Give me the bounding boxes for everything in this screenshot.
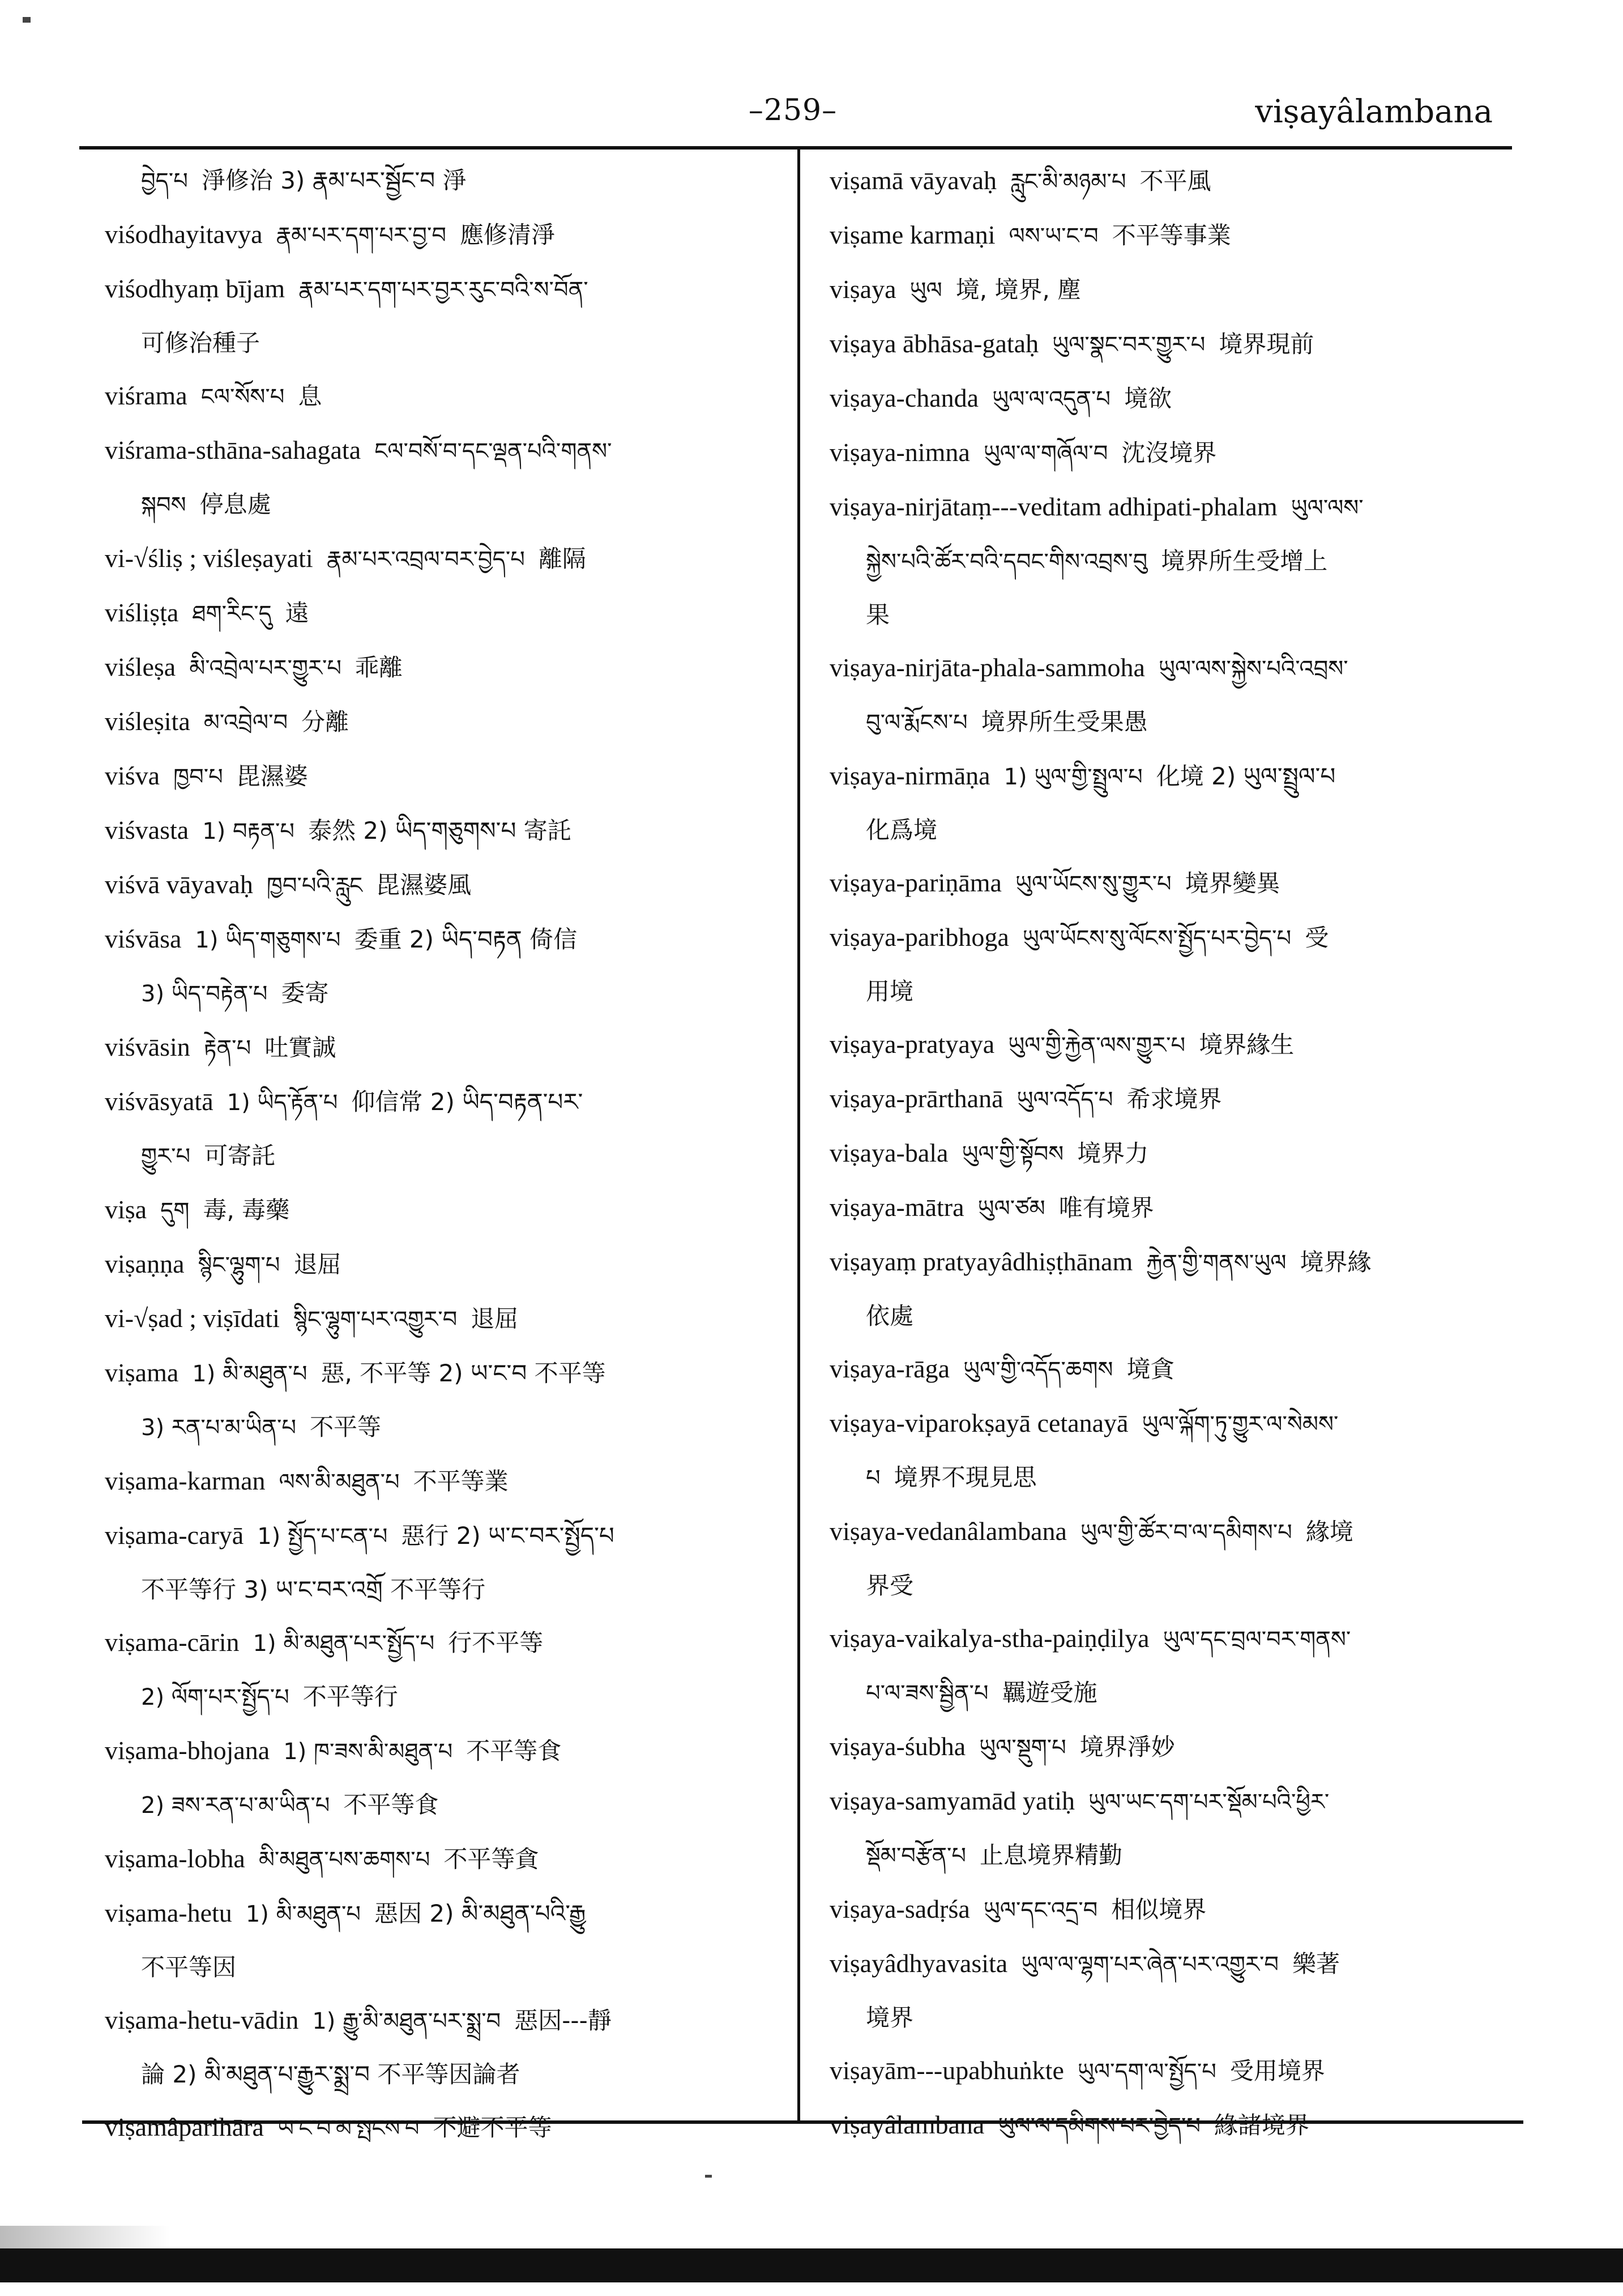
dictionary-entry (830, 263, 1501, 317)
tibetan-equivalent: 1) མི་མཐུན་པ (192, 1361, 307, 1387)
chinese-equivalent: 樂著 (1292, 1950, 1340, 1978)
tibetan-equivalent: རླུང་མི་མཉམ་པ (1010, 169, 1126, 195)
sanskrit-headword: viśvāsa (105, 924, 182, 953)
dictionary-entry (830, 1720, 1501, 1774)
scan-shadow (0, 2226, 170, 2248)
chinese-equivalent: 沈沒境界 (1121, 439, 1217, 467)
chinese-equivalent: 境界不現見思 (894, 1463, 1037, 1491)
sanskrit-headword: vi-√ṣad ; viṣīdati (105, 1304, 280, 1333)
chinese-equivalent: 不平等因 (141, 1953, 237, 1981)
sanskrit-headword: viṣayâdhyavasita (830, 1949, 1008, 1978)
chinese-equivalent: 緣諸境界 (1214, 2111, 1310, 2139)
tibetan-equivalent: སྡོམ་བརྩོན་པ (866, 1843, 967, 1869)
chinese-equivalent: 依處 (866, 1302, 914, 1330)
sanskrit-headword: viṣaya-nirjātaṃ---veditam adhipati-phalam (830, 492, 1278, 521)
sanskrit-headword: viṣaya-samyamād yatiḥ (830, 1786, 1075, 1815)
dictionary-entry (830, 1342, 1501, 1397)
entry-continuation (830, 1559, 1501, 1612)
sanskrit-headword: viṣayām---upabhuṅkte (830, 2056, 1064, 2085)
chinese-equivalent: 遠 (285, 599, 309, 627)
dictionary-entry (830, 641, 1501, 695)
sanskrit-headword: viṣaya-nimna (830, 438, 970, 467)
dictionary-entry (830, 1883, 1501, 1937)
chinese-equivalent: 淨修治 3) རྣམ་པར་སྦྱོང་བ 淨 (201, 167, 467, 194)
dictionary-entry (830, 911, 1501, 965)
tibetan-equivalent: ཡུལ་དག་ལ་སྤྱོད་པ (1077, 2059, 1216, 2085)
entry-continuation (830, 695, 1501, 749)
right-column (830, 154, 1501, 2139)
chinese-equivalent: 不平等貪 (443, 1845, 539, 1873)
dictionary-entry (105, 695, 779, 749)
tibetan-equivalent: ཡུལ་གྱི་ཚོར་བ་ལ་དམིགས་པ (1080, 1520, 1292, 1546)
tibetan-equivalent: 1) རྒྱུ་མི་མཐུན་པར་སྨྲ་བ (312, 2008, 501, 2034)
sanskrit-headword: vi-√śliṣ ; viśleṣayati (105, 544, 313, 573)
entry-continuation (830, 965, 1501, 1018)
tibetan-equivalent: སྙིང་ལྷུག་པར་འགྱུར་བ (293, 1307, 458, 1333)
sanskrit-headword: viśrama-sthāna-sahagata (105, 436, 361, 464)
tibetan-equivalent: རྣམ་པར་འབྲལ་བར་བྱེད་པ (326, 547, 525, 573)
sanskrit-headword: viṣama-caryā (105, 1521, 244, 1550)
chinese-equivalent: 羈遊受施 (1002, 1679, 1097, 1706)
chinese-equivalent: 可寄託 (204, 1142, 276, 1170)
chinese-equivalent: 離隔 (538, 545, 586, 573)
chinese-equivalent: 境界淨妙 (1079, 1733, 1175, 1761)
sanskrit-headword: viśva (105, 761, 160, 790)
top-rule (79, 146, 1512, 150)
tibetan-equivalent: དུག (160, 1198, 190, 1224)
chinese-equivalent: 吐實誠 (264, 1034, 336, 1061)
tibetan-equivalent: 2) ཟས་རན་པ་མ་ཡིན་པ (141, 1793, 330, 1819)
dictionary-entry (830, 1397, 1501, 1451)
entry-continuation (105, 1401, 779, 1454)
chinese-equivalent: 毘濕婆風 (376, 871, 472, 899)
tibetan-equivalent: ཡུལ་གྱི་རྐྱེན་ལས་གྱུར་པ (1008, 1032, 1186, 1059)
chinese-equivalent: 可修治種子 (141, 329, 260, 357)
dictionary-entry (830, 1072, 1501, 1126)
tibetan-equivalent: ཡུལ་གྱི་འདོད་ཆགས (963, 1357, 1113, 1383)
tibetan-equivalent: ཡུལ་ལ་དམིགས་པར་བྱེད་པ (998, 2113, 1201, 2139)
tibetan-equivalent: ཁྱབ་པའི་རླུང (266, 873, 363, 899)
sanskrit-headword: viṣaya (830, 275, 896, 304)
tibetan-equivalent: ཡུལ་དང་འདྲ་བ (983, 1897, 1098, 1923)
chinese-equivalent: 境, 境界, 塵 (955, 276, 1082, 304)
tibetan-equivalent: ཡུལ་ཙམ (977, 1196, 1045, 1222)
chinese-equivalent: 應修清淨 (459, 221, 555, 249)
dictionary-entry (830, 480, 1501, 535)
chinese-equivalent: 境界現前 (1219, 330, 1314, 358)
column-divider (797, 148, 800, 2120)
chinese-equivalent: 化爲境 (866, 816, 938, 844)
sanskrit-headword: viṣaya-nirmāṇa (830, 761, 990, 790)
tibetan-equivalent: བུ་ལ་རྨོངས་པ (866, 710, 968, 736)
tibetan-equivalent: ཡུལ་ཡོངས་སུ་གྱུར་པ (1015, 871, 1172, 897)
dictionary-entry (105, 804, 779, 858)
sanskrit-headword: viśleṣita (105, 707, 190, 736)
tibetan-equivalent: 1) ཡིད་རྟོན་པ (227, 1090, 338, 1116)
tibetan-equivalent: མི་འབྲེལ་པར་གྱུར་པ (189, 655, 342, 681)
chinese-equivalent: 停息處 (199, 490, 271, 518)
dictionary-entry (105, 1454, 779, 1509)
entry-continuation (830, 535, 1501, 588)
dictionary-entry (105, 262, 779, 317)
tibetan-equivalent: ཡུལ་གྱི་སྟོབས (962, 1141, 1064, 1167)
chinese-equivalent: 泰然 2) ཡིད་གཅུགས་པ 寄託 (308, 817, 571, 844)
sanskrit-headword: viṣayaṃ pratyayâdhiṣṭhānam (830, 1247, 1133, 1276)
chinese-equivalent: 退屈 (293, 1251, 341, 1278)
chinese-equivalent: 毒, 毒藥 (203, 1196, 290, 1224)
sanskrit-headword: viśodhayitavya (105, 220, 263, 249)
tibetan-equivalent: ཡུལ་ལས་ (1291, 495, 1364, 521)
chinese-equivalent: 境界緣生 (1199, 1031, 1295, 1059)
tibetan-equivalent: སྙིང་ལྷུག་པ (198, 1252, 280, 1278)
sanskrit-headword: viṣaya-viparokṣayā cetanayā (830, 1409, 1129, 1437)
sanskrit-headword: viṣaya-vedanâlambana (830, 1517, 1067, 1546)
dictionary-entry (830, 1181, 1501, 1235)
dictionary-entry (105, 586, 779, 641)
chinese-equivalent: 境貪 (1126, 1355, 1174, 1383)
sanskrit-headword: viṣaya-nirjāta-phala-sammoha (830, 653, 1145, 682)
chinese-equivalent: 境界 (866, 2004, 914, 2032)
dictionary-entry (830, 154, 1501, 208)
dictionary-entry (105, 1183, 779, 1237)
dictionary-entry (105, 532, 779, 586)
dictionary-entry (105, 1346, 779, 1401)
dictionary-entry (830, 1505, 1501, 1559)
sanskrit-headword: viṣama-lobha (105, 1844, 245, 1873)
sanskrit-headword: viśvā vāyavaḥ (105, 870, 253, 899)
sanskrit-headword: viṣamā vāyavaḥ (830, 166, 997, 195)
chinese-equivalent: 退屈 (471, 1305, 519, 1333)
chinese-equivalent: 不平等事業 (1112, 221, 1231, 249)
tibetan-equivalent: 1) མི་མཐུན་པ (245, 1901, 361, 1927)
dictionary-entry (830, 2098, 1501, 2153)
dictionary-entry (105, 749, 779, 804)
chinese-equivalent: 惡, 不平等 2) ཡ་ང་བ 不平等 (321, 1359, 606, 1387)
tibetan-equivalent: ཡུལ་དང་བྲལ་བར་གནས་ (1163, 1627, 1351, 1653)
chinese-equivalent: 毘濕婆 (236, 762, 308, 790)
chinese-equivalent: 境界力 (1077, 1140, 1149, 1167)
tibetan-equivalent: ཡུལ་སྣང་བར་གྱུར་པ (1052, 332, 1206, 358)
sanskrit-headword: viṣayâlambana (830, 2110, 985, 2139)
dictionary-entry (830, 372, 1501, 426)
chinese-equivalent: 受用境界 (1229, 2057, 1325, 2085)
entry-continuation (830, 1666, 1501, 1720)
tibetan-equivalent: ཐག་རིང་དུ (192, 601, 272, 627)
sanskrit-headword: viṣaya-prārthanā (830, 1084, 1003, 1113)
tibetan-equivalent: ཡུལ (909, 278, 942, 304)
left-column (105, 154, 779, 2141)
scan-speck (705, 2175, 712, 2178)
chinese-equivalent: 界受 (866, 1572, 914, 1599)
sanskrit-headword: viṣamâparihāra (105, 2113, 264, 2141)
entry-continuation (105, 317, 779, 369)
chinese-equivalent: 境界所生受增上 (1161, 547, 1328, 575)
dictionary-entry (830, 426, 1501, 480)
running-head: viṣayâlambana (1255, 93, 1493, 130)
tibetan-equivalent: ཡུལ་ལྐོག་ཏུ་གྱུར་ལ་སེམས་ (1142, 1411, 1339, 1437)
chinese-equivalent: 境界變異 (1185, 869, 1280, 897)
tibetan-equivalent: པ་ལ་ཟས་སྦྱིན་པ (866, 1680, 989, 1706)
tibetan-equivalent: སྐབས (141, 492, 186, 518)
chinese-equivalent: 不平等行 3) ཡ་ང་བར་འགྲོ 不平等行 (141, 1576, 486, 1603)
tibetan-equivalent: ཡུལ་ཡོངས་སུ་ལོངས་སྤྱོད་པར་བྱེད་པ (1022, 925, 1292, 951)
dictionary-entry (105, 641, 779, 695)
chinese-equivalent: 相似境界 (1111, 1896, 1207, 1923)
tibetan-equivalent: རྣམ་པར་དག་པར་བྱར་རུང་བའི་ས་བོན་ (298, 277, 588, 303)
tibetan-equivalent: 1) ཁ་ཟས་མི་མཐུན་པ (283, 1739, 453, 1765)
dictionary-entry (830, 317, 1501, 372)
dictionary-entry (105, 369, 779, 424)
entry-continuation (830, 804, 1501, 856)
dictionary-entry (105, 1887, 779, 1941)
chinese-equivalent: 化境 2) ཡུལ་སྤྲུལ་པ (1156, 762, 1336, 790)
sanskrit-headword: viṣama-hetu (105, 1898, 232, 1927)
dictionary-entry (105, 1509, 779, 1563)
tibetan-equivalent: རྟེན་པ (203, 1035, 251, 1061)
sanskrit-headword: viśvāsin (105, 1032, 190, 1061)
entry-continuation (105, 1778, 779, 1832)
dictionary-entry (105, 1292, 779, 1346)
dictionary-entry (830, 1937, 1501, 1991)
chinese-equivalent: 境界所生受果愚 (981, 708, 1148, 736)
tibetan-equivalent: 1) ཡུལ་གྱི་སྤྲུལ་པ (1003, 764, 1143, 790)
sanskrit-headword: viṣaya-rāga (830, 1354, 950, 1383)
entry-continuation (830, 1451, 1501, 1505)
chinese-equivalent: 不避不平等 (433, 2114, 552, 2141)
tibetan-equivalent: རྣམ་པར་དག་པར་བྱ་བ (276, 223, 446, 249)
page-number: –259– (748, 93, 838, 127)
chinese-equivalent: 緣境 (1305, 1518, 1353, 1546)
chinese-equivalent: 用境 (866, 978, 914, 1005)
sanskrit-headword: viṣama (105, 1358, 179, 1387)
entry-continuation (105, 967, 779, 1021)
dictionary-entry (830, 1235, 1501, 1290)
dictionary-entry (105, 1237, 779, 1292)
chinese-equivalent: 受 (1305, 924, 1329, 951)
dictionary-entry (105, 1075, 779, 1129)
chinese-equivalent: 唯有境界 (1058, 1194, 1154, 1222)
sanskrit-headword: viśleṣa (105, 652, 176, 681)
tibetan-equivalent: 3) རན་པ་མ་ཡིན་པ (141, 1415, 297, 1441)
chinese-equivalent: 惡行 2) ཡ་ང་བར་སྤྱོད་པ (401, 1522, 614, 1550)
entry-continuation (105, 478, 779, 532)
dictionary-entry (105, 1724, 779, 1778)
tibetan-equivalent: ཡུལ་ལ་གཞོལ་བ (983, 441, 1108, 467)
chinese-equivalent: 希求境界 (1126, 1085, 1222, 1113)
tibetan-equivalent: རྐྱེན་གྱི་གནས་ཡུལ (1146, 1250, 1287, 1276)
chinese-equivalent: 仰信常 2) ཡིད་བརྟན་པར་ (351, 1088, 583, 1116)
sanskrit-headword: viśvasta (105, 816, 189, 844)
entry-continuation (830, 1829, 1501, 1883)
tibetan-equivalent: ཡུལ་ལ་ལྷག་པར་ཞེན་པར་འགྱུར་བ (1021, 1952, 1279, 1978)
entry-continuation (105, 154, 779, 208)
sanskrit-headword: viśliṣṭa (105, 598, 179, 627)
tibetan-equivalent: ཁྱབ་པ (173, 764, 223, 790)
tibetan-equivalent: 3) ཡིད་བརྟེན་པ (141, 981, 268, 1007)
sanskrit-headword: viṣama-karman (105, 1466, 266, 1495)
tibetan-equivalent: 1) ཡིད་གཅུགས་པ (195, 927, 341, 953)
dictionary-entry (830, 749, 1501, 804)
dictionary-entry (830, 856, 1501, 911)
tibetan-equivalent: ཡ་ང་བ་མ་སྤངས་པ (277, 2115, 420, 2141)
sanskrit-headword: viśodhyaṃ bījam (105, 274, 285, 303)
dictionary-entry (105, 1994, 779, 2048)
tibetan-equivalent: ཡུལ་སྡུག་པ (979, 1735, 1066, 1761)
entry-continuation (105, 1941, 779, 1994)
dictionary-entry (105, 912, 779, 967)
dictionary-entry (830, 1612, 1501, 1666)
dictionary-entry (105, 208, 779, 262)
chinese-equivalent: 不平等 (310, 1413, 382, 1441)
tibetan-equivalent: ལས་མི་མཐུན་པ (279, 1469, 400, 1495)
tibetan-equivalent: ངལ་སོས་པ (200, 384, 285, 410)
tibetan-equivalent: ཡུལ་ལས་སྐྱེས་པའི་འབྲས་ (1158, 656, 1348, 682)
sanskrit-headword: viṣaya-vaikalya-stha-paiṇḍilya (830, 1624, 1150, 1653)
dictionary-entry (105, 424, 779, 478)
sanskrit-headword: viṣa (105, 1195, 147, 1224)
sanskrit-headword: viṣama-hetu-vādin (105, 2005, 299, 2034)
entry-continuation (830, 588, 1501, 641)
chinese-equivalent: 惡因---靜 (514, 2007, 612, 2034)
tibetan-equivalent: མི་མཐུན་པས་ཆགས་པ (258, 1847, 430, 1873)
chinese-equivalent: 行不平等 (448, 1629, 544, 1657)
tibetan-equivalent: 1) བརྟན་པ (202, 818, 295, 844)
entry-continuation (830, 1991, 1501, 2044)
sanskrit-headword: viṣaya-śubha (830, 1732, 966, 1761)
tibetan-equivalent: 1) མི་མཐུན་པར་སྤྱོད་པ (253, 1631, 435, 1657)
sanskrit-headword: viṣama-bhojana (105, 1736, 270, 1765)
chinese-equivalent: 止息境界精勤 (980, 1841, 1123, 1869)
tibetan-equivalent: གྱུར་པ (141, 1143, 191, 1170)
dictionary-entry (830, 208, 1501, 263)
entry-continuation (105, 1670, 779, 1724)
dictionary-entry (830, 1018, 1501, 1072)
dictionary-entry (830, 1126, 1501, 1181)
tibetan-equivalent: ཡུལ་ལ་འདུན་པ (992, 386, 1111, 412)
dictionary-entry (105, 858, 779, 912)
tibetan-equivalent: 2) ལོག་པར་སྤྱོད་པ (141, 1684, 289, 1710)
dictionary-entry (830, 2044, 1501, 2098)
chinese-equivalent: 息 (298, 382, 322, 410)
chinese-equivalent: 惡因 2) མི་མཐུན་པའི་རྒྱུ (374, 1900, 586, 1927)
sanskrit-headword: viṣaya-sadṛśa (830, 1894, 970, 1923)
chinese-equivalent: 分離 (301, 708, 349, 736)
entry-continuation (105, 1129, 779, 1183)
scan-edge-bar (0, 2248, 1623, 2282)
tibetan-equivalent: སྐྱེས་པའི་ཚོར་བའི་དབང་གིས་འབྲས་བུ (866, 549, 1148, 575)
tibetan-equivalent: ཡུལ་འདོད་པ (1016, 1087, 1113, 1113)
chinese-equivalent: 委重 2) ཡིད་བརྟན 倚信 (354, 925, 578, 953)
sanskrit-headword: viśrama (105, 381, 187, 410)
dictionary-entry (105, 1616, 779, 1670)
chinese-equivalent: 不平等業 (413, 1467, 509, 1495)
sanskrit-headword: viṣaya ābhāsa-gataḥ (830, 329, 1039, 358)
sanskrit-headword: viśvāsyatā (105, 1087, 213, 1116)
dictionary-entry (105, 1832, 779, 1887)
sanskrit-headword: viṣaya-mātra (830, 1193, 964, 1222)
tibetan-equivalent: པ (866, 1465, 881, 1491)
dictionary-entry (105, 2101, 779, 2155)
dictionary-entry (105, 1021, 779, 1075)
chinese-equivalent: 不平等食 (343, 1791, 439, 1819)
tibetan-equivalent: བྱེད་པ (141, 168, 188, 194)
entry-continuation (105, 2048, 779, 2101)
tibetan-equivalent: ཡུལ་ཡང་དག་པར་སྡོམ་པའི་ཕྱིར་ (1088, 1789, 1330, 1815)
scan-speck (23, 17, 31, 23)
entry-continuation (105, 1563, 779, 1616)
sanskrit-headword: viṣaya-bala (830, 1138, 949, 1167)
sanskrit-headword: viṣaṇṇa (105, 1249, 185, 1278)
sanskrit-headword: viṣaya-chanda (830, 383, 979, 412)
tibetan-equivalent: 1) སྤྱོད་པ་ངན་པ (257, 1523, 388, 1550)
chinese-equivalent: 論 2) མི་མཐུན་པ་རྒྱུར་སྨྲ་བ 不平等因論者 (141, 2060, 520, 2088)
chinese-equivalent: 果 (866, 601, 890, 629)
tibetan-equivalent: ལས་ཡ་ང་བ (1009, 223, 1099, 249)
sanskrit-headword: viṣaya-paribhoga (830, 923, 1009, 951)
sanskrit-headword: viṣama-cārin (105, 1628, 240, 1657)
entry-continuation (830, 1290, 1501, 1342)
tibetan-equivalent: ངལ་བསོ་བ་དང་ལྡན་པའི་གནས་ (374, 438, 612, 464)
sanskrit-headword: viṣaya-pratyaya (830, 1030, 995, 1059)
chinese-equivalent: 境界緣 (1300, 1248, 1372, 1276)
dictionary-entry (830, 1774, 1501, 1829)
sanskrit-headword: viṣaya-pariṇāma (830, 868, 1002, 897)
chinese-equivalent: 委寄 (281, 979, 329, 1007)
chinese-equivalent: 不平風 (1139, 167, 1211, 195)
chinese-equivalent: 不平等食 (466, 1737, 562, 1765)
chinese-equivalent: 境欲 (1124, 385, 1172, 412)
sanskrit-headword: viṣame karmaṇi (830, 220, 996, 249)
chinese-equivalent: 不平等行 (302, 1683, 398, 1710)
tibetan-equivalent: མ་འབྲེལ་བ (203, 710, 288, 736)
chinese-equivalent: 乖離 (355, 654, 403, 681)
